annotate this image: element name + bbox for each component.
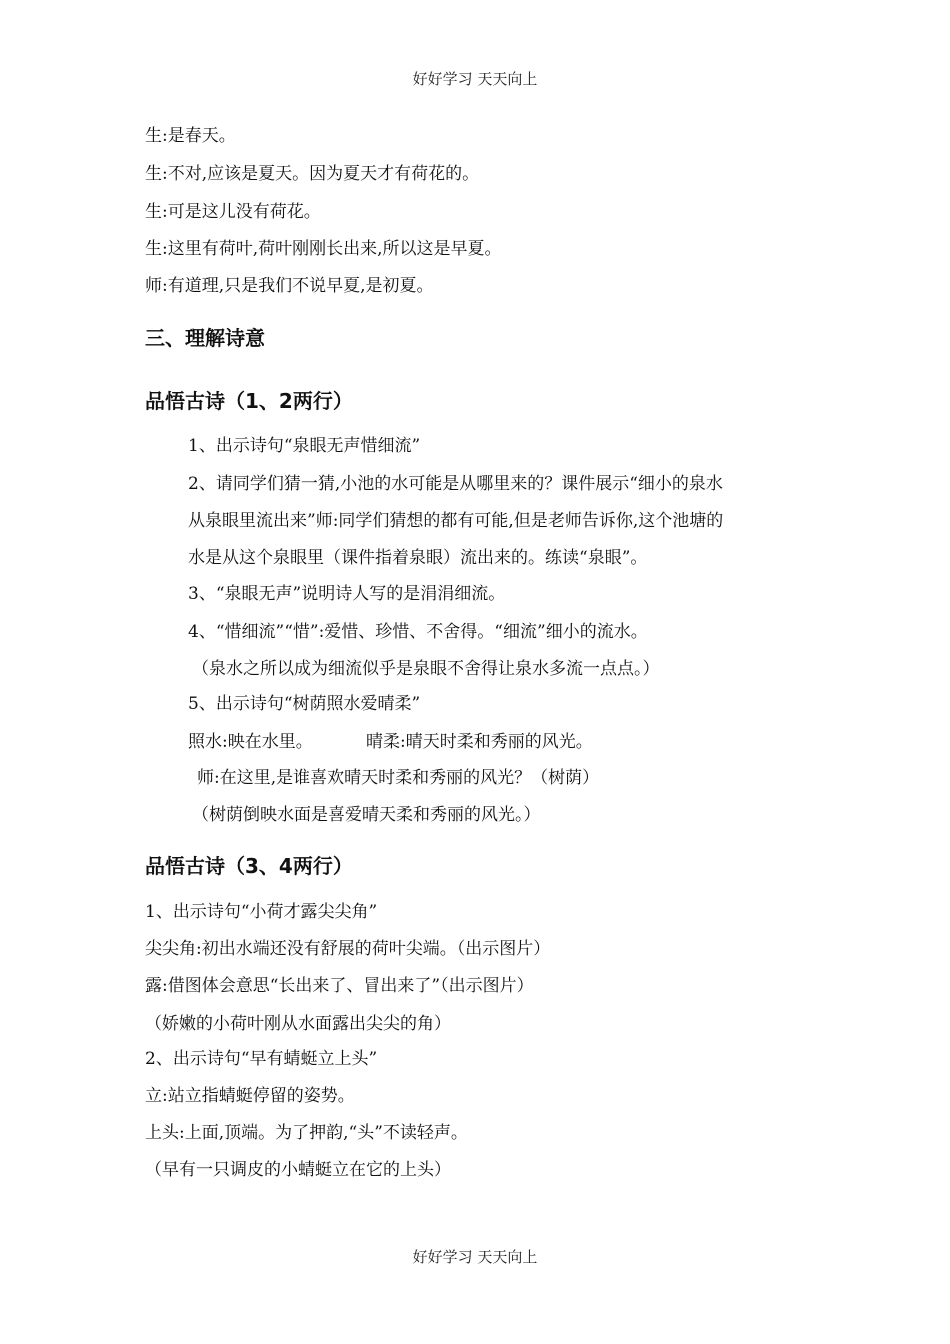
definition-line: 立:站立指蜻蜓停留的姿势。 [145,1086,355,1106]
list-item: 5、出示诗句“树荫照水爱晴柔” [188,694,421,714]
definition-line: 露:借图体会意思“长出来了、冒出来了”（出示图片） [145,976,534,996]
list-item: 1、出示诗句“泉眼无声惜细流” [188,436,421,456]
note-line: （早有一只调皮的小蜻蜓立在它的上头） [145,1160,451,1180]
note-line: （娇嫩的小荷叶刚从水面露出尖尖的角） [145,1014,451,1034]
list-item: 2、请同学们猜一猜,小池的水可能是从哪里来的？课件展示“细小的泉水 [188,474,723,494]
subsection-heading: 品悟古诗（1、2两行） [145,389,353,413]
page-header: 好好学习 天天向上 [412,70,538,88]
definition-line: 照水:映在水里。 [188,732,313,752]
question-line: 师:在这里,是谁喜欢晴天时柔和秀丽的风光？（树荫） [197,768,600,788]
dialogue-line: 生:可是这儿没有荷花。 [145,202,321,222]
subsection-heading: 品悟古诗（3、4两行） [145,854,353,878]
list-item: 1、出示诗句“小荷才露尖尖角” [145,902,378,922]
list-item: 3、“泉眼无声”说明诗人写的是涓涓细流。 [188,584,506,604]
note-line: （泉水之所以成为细流似乎是泉眼不舍得让泉水多流一点点。） [192,659,660,679]
definition-line: 上头:上面,顶端。为了押韵,“头”不读轻声。 [145,1123,468,1143]
list-item: 2、出示诗句“早有蜻蜓立上头” [145,1049,378,1069]
dialogue-line: 生:是春天。 [145,126,236,146]
note-line: （树荫倒映水面是喜爱晴天柔和秀丽的风光。） [192,805,541,825]
section-heading: 三、理解诗意 [145,326,265,350]
list-item-continued: 水是从这个泉眼里（课件指着泉眼）流出来的。练读“泉眼”。 [188,548,648,568]
page-footer: 好好学习 天天向上 [412,1248,538,1266]
list-item: 4、“惜细流”“惜”:爱惜、珍惜、不舍得。“细流”细小的流水。 [188,622,648,642]
dialogue-line: 生:这里有荷叶,荷叶刚刚长出来,所以这是早夏。 [145,239,502,259]
definition-line: 晴柔:晴天时柔和秀丽的风光。 [366,732,593,752]
list-item-continued: 从泉眼里流出来”师:同学们猜想的都有可能,但是老师告诉你,这个池塘的 [188,511,724,531]
dialogue-line: 生:不对,应该是夏天。因为夏天才有荷花的。 [145,164,480,184]
definition-line: 尖尖角:初出水端还没有舒展的荷叶尖端。（出示图片） [145,939,551,959]
dialogue-line: 师:有道理,只是我们不说早夏,是初夏。 [145,276,434,296]
